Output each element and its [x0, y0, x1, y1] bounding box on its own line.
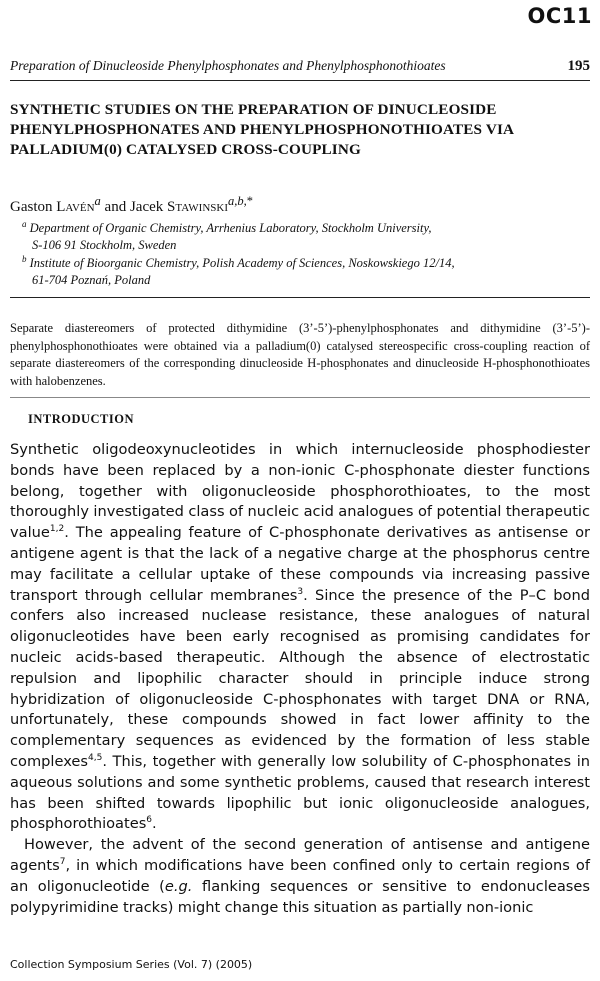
title-line-2: PHENYLPHOSPHONATES AND PHENYLPHOSPHONOTHIOATES VIA: [10, 121, 515, 138]
paragraph-1-text-5: .: [152, 815, 157, 833]
affiliation-a-mark: a: [22, 219, 27, 229]
author-2-family: Stawinski: [167, 199, 228, 215]
author-2-given: Jacek: [129, 199, 168, 215]
author-1-given: Gaston: [10, 199, 57, 215]
citation-ref: 7: [59, 857, 66, 868]
author-list: [10, 194, 253, 216]
affiliation-a: [22, 216, 590, 254]
body-text: [10, 440, 590, 918]
affiliation-a-line-2: S-106 91 Stockholm, Sweden: [32, 238, 177, 253]
abstract-rule: [10, 397, 590, 398]
running-header: [10, 58, 590, 75]
author-1-affil-mark: a: [94, 194, 101, 208]
section-heading: INTRODUCTION: [28, 412, 135, 426]
paragraph-2-text-3: flanking sequences or sensitive to endonucleases polypyrimidine tracks) might change this situation as partially non-ionic: [10, 877, 590, 916]
affiliation-b-line-1: Institute of Bioorganic Chemistry, Polish Academy of Sciences, Noskowskiego 12/14,: [29, 256, 455, 271]
footer-series: Collection Symposium Series (Vol. 7) (2005): [10, 958, 253, 971]
author-2-affil-mark: a,b,: [228, 194, 247, 208]
author-conjunction: and: [100, 199, 130, 215]
affiliation-b: [22, 251, 590, 289]
running-title: Preparation of Dinucleoside Phenylphosphonates and Phenylphosphonothioates: [10, 58, 446, 73]
page-number: 195: [567, 58, 590, 74]
author-1-family: Lavén: [56, 199, 95, 215]
article-title: [10, 100, 590, 160]
abstract-code: OC11: [527, 4, 592, 28]
affiliation-b-line-2: 61-704 Poznań, Poland: [32, 273, 151, 288]
paragraph-2-text-1: However, the advent of the second generation of antisense and antigene agents: [10, 836, 590, 874]
affiliation-a-line-1: Department of Organic Chemistry, Arrhenius Laboratory, Stockholm University,: [29, 221, 432, 236]
corresponding-author-mark: *: [246, 194, 253, 208]
paragraph-2-text-2: , in which modifications have been confined only to certain regions of an oligonucleotide (: [10, 856, 590, 895]
paragraph-1-text-2: . The appealing feature of C-phosphonate derivatives as antisense or antigene agent is that the lack of a negative charge at the phosphorus centre may facilitate a cellular uptake of these compounds via increasing passive transport through cellular membranes: [10, 524, 590, 604]
paragraph-1-text-1: Synthetic oligodeoxynucleotides in which internucleoside phosphodiester bonds have been replaced by a non-ionic C-phosphonate diester functions belong, together with oligonucleoside phosphorothioates, to the most thoroughly investigated class of nucleic acid analogues of potential therapeutic value: [10, 441, 590, 542]
affiliation-b-mark: b: [22, 254, 27, 264]
paragraph-2-eg: e.g.: [164, 877, 193, 895]
paragraph-1-text-4: . This, together with generally low solubility of C-phosphonates in aqueous solutions and some synthetic problems, caused that research interest has been shifted towards lipophilic but ionic oligonucleoside analogues, phosphorothioates: [10, 752, 590, 833]
paragraph-2: [10, 835, 590, 918]
citation-ref: 1,2: [49, 524, 65, 535]
citation-ref: 3: [297, 586, 304, 597]
paragraph-1-text-3: . Since the presence of the P–C bond confers also increased nuclease resistance, these analogues of natural oligonucleotides have been early recognised as promising candidates for nucleic acids-based therapeutic. Although the absence of electrostatic repulsion and lipophilic character should in principle induce strong hybridization of oligonucleoside C-phosphonates with target DNA or RNA, unfortunately, these compounds showed in fact lower affinity to the complementary sequences as evidenced by the formation of less stable complexes: [10, 586, 590, 770]
citation-ref: 4,5: [87, 753, 103, 764]
title-line-3: PALLADIUM(0) CATALYSED CROSS-COUPLING: [10, 141, 361, 158]
title-line-1: SYNTHETIC STUDIES ON THE PREPARATION OF DINUCLEOSIDE: [10, 101, 497, 118]
paragraph-1: [10, 440, 590, 835]
citation-ref: 6: [146, 815, 153, 826]
header-rule: [10, 80, 590, 81]
abstract: Separate diastereomers of protected dithymidine (3’-5’)-phenylphosphonates and dithymidine (3’-5’)-phenylphosphonothioates were obtained via a palladium(0) catalysed stereospecific cross-coupling reaction of separate diastereomers of the corresponding dinucleoside H-phosphonates and dinucleoside H-phosphonothioates with halobenzenes.: [10, 321, 590, 388]
affiliation-rule: [10, 297, 590, 298]
